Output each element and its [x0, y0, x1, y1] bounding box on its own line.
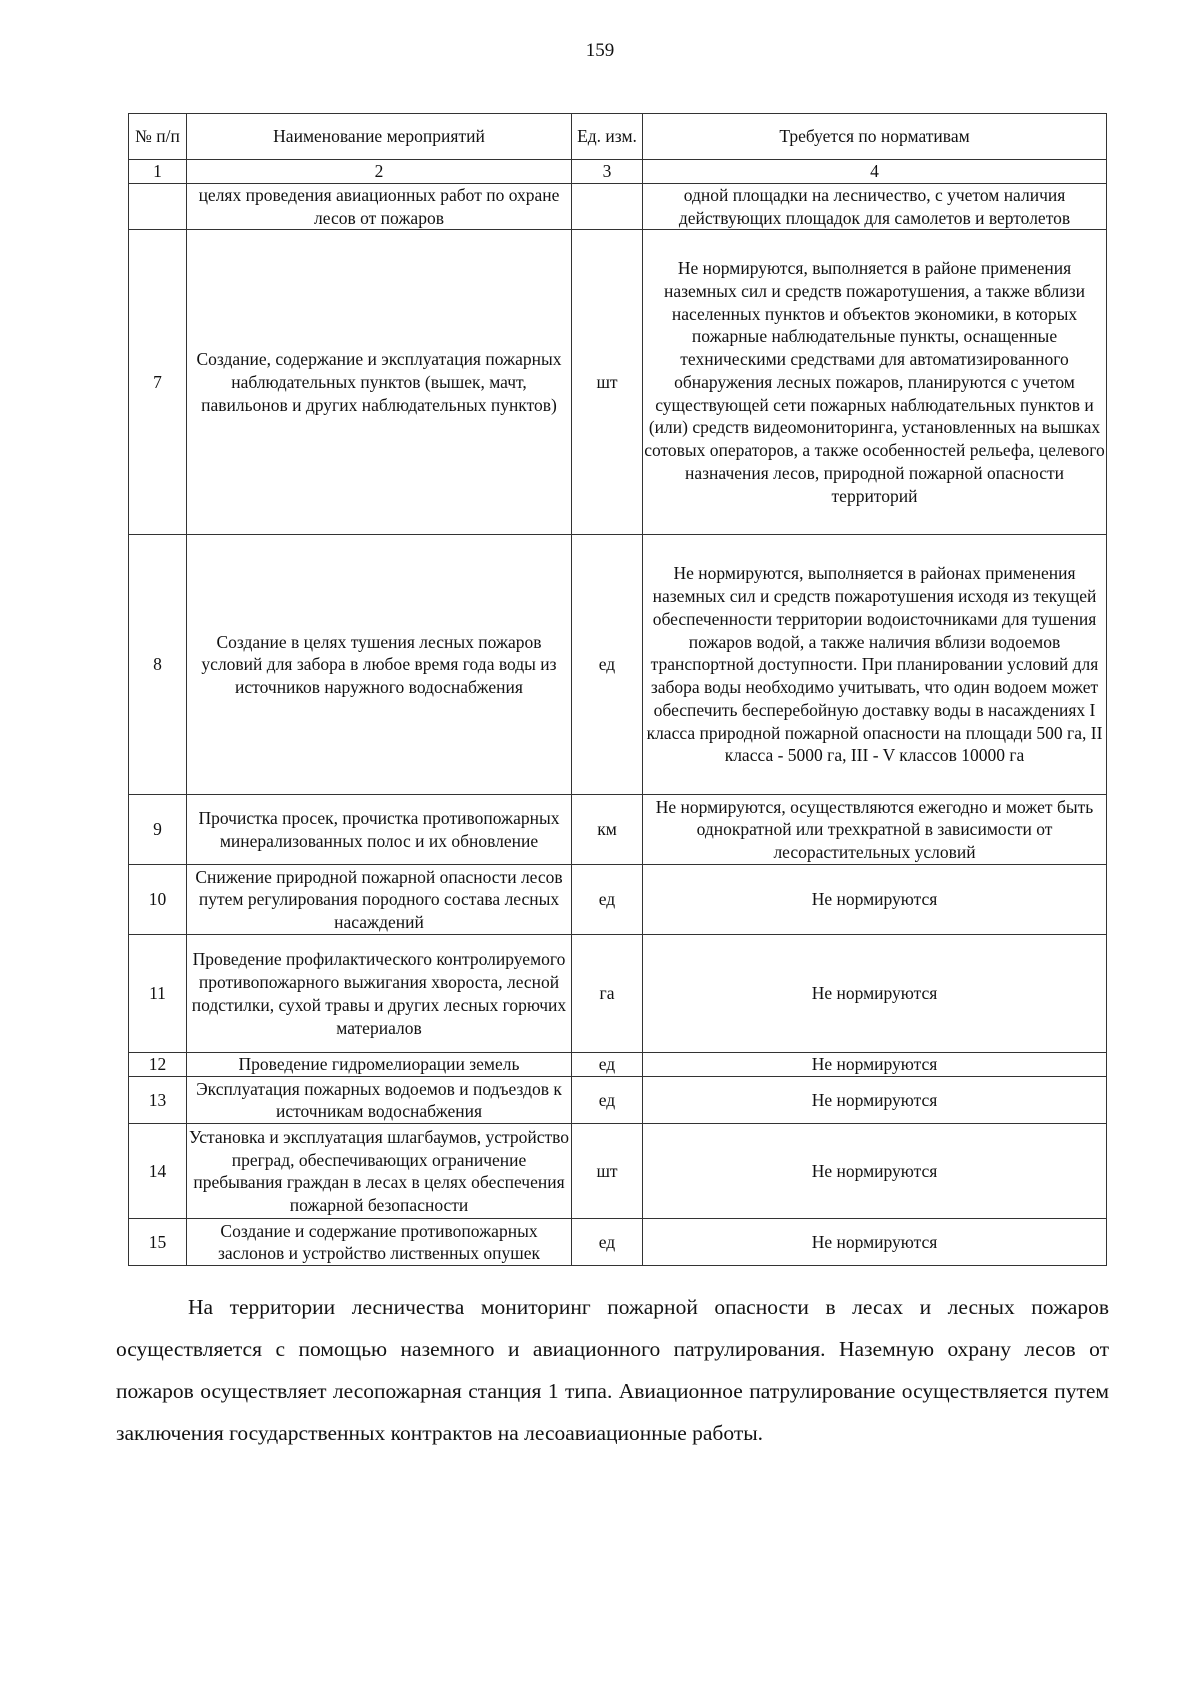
row-unit: шт	[572, 1124, 643, 1219]
table-row	[129, 1077, 1107, 1124]
row-norm: одной площадки на лесничество, с учетом наличия действующих площадок для самолетов и вертолетов	[643, 183, 1107, 230]
row-norm: Не нормируются	[643, 865, 1107, 935]
row-number: 9	[129, 795, 187, 865]
row-norm: Не нормируются, выполняется в районах применения наземных сил и средств пожаротушения исходя из текущей обеспеченности территории водоисточниками для тушения пожаров водой, а также наличия вблизи водоемов транспортной доступности. При планировании условий для забора воды необходимо учитывать, что один водоем может обеспечить бесперебойную доставку воды в насаждениях I класса природной пожарной опасности на площади 500 га, II класса - 5000 га, III - V классов 10000 га	[643, 535, 1107, 795]
row-norm: Не нормируются, выполняется в районе применения наземных сил и средств пожаротушения, а также вблизи населенных пунктов и объектов экономики, в которых пожарные наблюдательные пункты, оснащенные техническими средствами для автоматизированного обнаружения лесных пожаров, планируются с учетом существующей сети пожарных наблюдательных пунктов и (или) средств видеомониторинга, установленных на вышках сотовых операторов, а также особенностей рельефа, целевого назначения лесов, природной пожарной опасности территорий	[643, 230, 1107, 535]
row-unit: шт	[572, 230, 643, 535]
index-cell: 4	[643, 160, 1107, 184]
row-number: 15	[129, 1219, 187, 1266]
table-row	[129, 1219, 1107, 1266]
row-number: 8	[129, 535, 187, 795]
row-name: Создание и содержание противопожарных заслонов и устройство лиственных опушек	[187, 1219, 572, 1266]
row-number: 11	[129, 935, 187, 1053]
table-header-row	[129, 114, 1107, 160]
row-name: Создание в целях тушения лесных пожаров условий для забора в любое время года воды из источников наружного водоснабжения	[187, 535, 572, 795]
table-row	[129, 183, 1107, 230]
row-unit: км	[572, 795, 643, 865]
table-index-row	[129, 160, 1107, 184]
row-number: 7	[129, 230, 187, 535]
table-row	[129, 795, 1107, 865]
row-number: 12	[129, 1053, 187, 1077]
row-name: Прочистка просек, прочистка противопожарных минерализованных полос и их обновление	[187, 795, 572, 865]
row-norm: Не нормируются	[643, 935, 1107, 1053]
row-name: Установка и эксплуатация шлагбаумов, устройство преград, обеспечивающих ограничение пребывания граждан в лесах в целях обеспечения пожарной безопасности	[187, 1124, 572, 1219]
index-cell: 2	[187, 160, 572, 184]
row-number: 14	[129, 1124, 187, 1219]
row-name: Проведение гидромелиорации земель	[187, 1053, 572, 1077]
table-row	[129, 935, 1107, 1053]
index-cell: 1	[129, 160, 187, 184]
row-unit: га	[572, 935, 643, 1053]
row-name: Проведение профилактического контролируемого противопожарного выжигания хвороста, лесной подстилки, сухой травы и других лесных горючих материалов	[187, 935, 572, 1053]
row-number	[129, 183, 187, 230]
row-name: Снижение природной пожарной опасности лесов путем регулирования породного состава лесных насаждений	[187, 865, 572, 935]
row-norm: Не нормируются	[643, 1053, 1107, 1077]
table-row	[129, 865, 1107, 935]
table-row	[129, 1124, 1107, 1219]
row-name: целях проведения авиационных работ по охране лесов от пожаров	[187, 183, 572, 230]
row-unit	[572, 183, 643, 230]
measures-table	[128, 113, 1107, 1266]
row-unit: ед	[572, 535, 643, 795]
header-norm: Требуется по нормативам	[643, 114, 1107, 160]
row-norm: Не нормируются, осуществляются ежегодно и может быть однократной или трехкратной в зависимости от лесорастительных условий	[643, 795, 1107, 865]
header-name: Наименование мероприятий	[187, 114, 572, 160]
row-norm: Не нормируются	[643, 1124, 1107, 1219]
table-row	[129, 230, 1107, 535]
row-unit: ед	[572, 1053, 643, 1077]
table-row	[129, 535, 1107, 795]
row-name: Создание, содержание и эксплуатация пожарных наблюдательных пунктов (вышек, мачт, павильонов и других наблюдательных пунктов)	[187, 230, 572, 535]
row-norm: Не нормируются	[643, 1077, 1107, 1124]
body-paragraph: На территории лесничества мониторинг пожарной опасности в лесах и лесных пожаров осуществляется с помощью наземного и авиационного патрулирования. Наземную охрану лесов от пожаров осуществляет лесопожарная станция 1 типа. Авиационное патрулирование осуществляется путем заключения государственных контрактов на лесоавиационные работы.	[116, 1295, 1109, 1445]
table-row	[129, 1053, 1107, 1077]
row-unit: ед	[572, 1077, 643, 1124]
row-unit: ед	[572, 1219, 643, 1266]
row-number: 10	[129, 865, 187, 935]
header-unit: Ед. изм.	[572, 114, 643, 160]
index-cell: 3	[572, 160, 643, 184]
row-number: 13	[129, 1077, 187, 1124]
row-unit: ед	[572, 865, 643, 935]
row-name: Эксплуатация пожарных водоемов и подъездов к источникам водоснабжения	[187, 1077, 572, 1124]
row-norm: Не нормируются	[643, 1219, 1107, 1266]
page-number: 159	[585, 40, 615, 61]
header-no: № п/п	[129, 114, 187, 160]
